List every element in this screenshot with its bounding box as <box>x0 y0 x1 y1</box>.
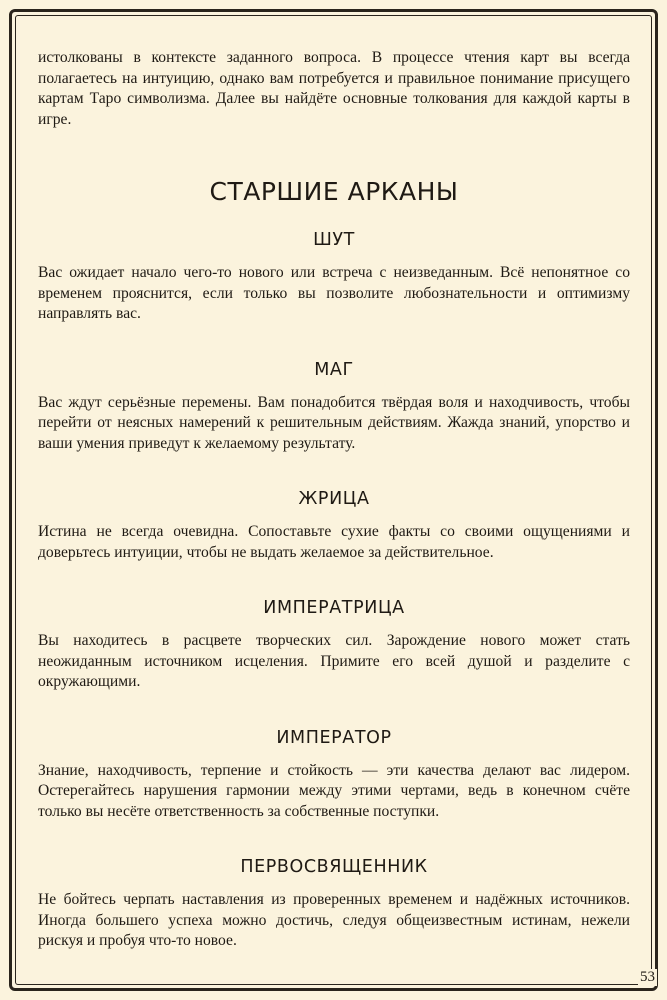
card-entry-fool <box>38 229 630 325</box>
card-title-emperor: ИМПЕРАТОР <box>276 727 392 748</box>
card-entry-empress <box>38 597 630 693</box>
card-title-fool: ШУТ <box>313 230 355 250</box>
card-entry-hierophant <box>38 856 630 952</box>
card-entry-emperor <box>38 727 630 823</box>
page-content <box>38 48 630 952</box>
card-description-hierophant: Не бойтесь черпать наставления из проверенных временем и надёжных источников. Иногда большего успеха можно достичь, следуя общеизвестным истинам, нежели рискуя и пробуя что-то новое. <box>38 891 630 949</box>
card-entry-magician <box>38 359 630 455</box>
card-entry-priestess <box>38 488 630 563</box>
card-description-empress: Вы находитесь в расцвете творческих сил. Зарождение нового может стать неожиданным источником исцеления. Примите его всей душой и разделите с окружающими. <box>38 632 630 690</box>
card-description-priestess: Истина не всегда очевидна. Сопоставьте сухие факты со своими ощущениями и доверьтесь интуиции, чтобы не выдать желаемое за действительное. <box>38 523 630 561</box>
card-description-emperor: Знание, находчивость, терпение и стойкость — эти качества делают вас лидером. Остерегайтесь нарушения гармонии между этими чертами, ведь в конечном счёте только вы несёте ответственность за собственные поступки. <box>38 761 630 820</box>
section-title: СТАРШИЕ АРКАНЫ <box>209 177 459 206</box>
card-title-priestess: ЖРИЦА <box>298 489 370 509</box>
page-number: 53 <box>640 969 655 985</box>
card-title-magician: МАГ <box>314 359 354 380</box>
card-title-hierophant: ПЕРВОСВЯЩЕННИК <box>240 857 428 877</box>
intro-paragraph: истолкованы в контексте заданного вопроса. В процессе чтения карт вы всегда полагаетесь на интуицию, однако вам потребуется и правильное понимание присущего картам Таро символизма. Далее вы найдёте основные толкования для каждой карты в игре. <box>38 49 630 128</box>
card-description-magician: Вас ждут серьёзные перемены. Вам понадобится твёрдая воля и находчивость, чтобы перейти от неясных намерений к решительным действиям. Жажда знаний, упорство и ваши умения приведут к желаемому результату. <box>38 393 630 452</box>
card-title-empress: ИМПЕРАТРИЦА <box>263 598 405 618</box>
card-description-fool: Вас ожидает начало чего-то нового или встреча с неизведанным. Всё непонятное со временем прояснится, если только вы позволите любознательности и оптимизму направлять вас. <box>38 264 630 322</box>
